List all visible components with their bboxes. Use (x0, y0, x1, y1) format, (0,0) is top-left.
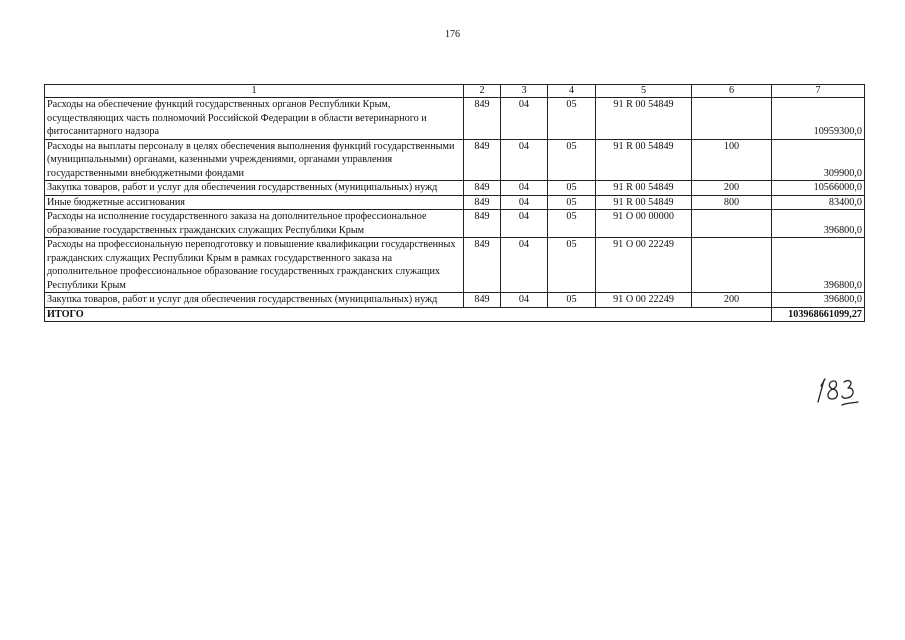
cell-section: 04 (501, 181, 548, 196)
cell-ministry-code: 849 (464, 238, 501, 293)
cell-amount: 396800,0 (772, 293, 865, 308)
cell-subsection: 05 (548, 195, 596, 210)
table-row (45, 238, 865, 293)
table-header-row (45, 85, 865, 98)
table-row (45, 181, 865, 196)
table-row (45, 98, 865, 140)
column-header: 7 (772, 85, 865, 98)
cell-section: 04 (501, 238, 548, 293)
cell-section: 04 (501, 139, 548, 181)
cell-amount: 396800,0 (772, 238, 865, 293)
column-header: 3 (501, 85, 548, 98)
cell-subsection: 05 (548, 210, 596, 238)
column-header: 4 (548, 85, 596, 98)
cell-subsection: 05 (548, 98, 596, 140)
total-label: ИТОГО (45, 307, 772, 322)
cell-expense-type (692, 98, 772, 140)
handwritten-page-mark (812, 372, 872, 412)
cell-amount: 396800,0 (772, 210, 865, 238)
cell-target-article: 91 О 00 22249 (596, 238, 692, 293)
cell-expense-type: 200 (692, 293, 772, 308)
row-description: Закупка товаров, работ и услуг для обеспечения государственных (муниципальных) нужд (45, 181, 464, 196)
cell-expense-type: 200 (692, 181, 772, 196)
cell-subsection: 05 (548, 139, 596, 181)
table-row (45, 195, 865, 210)
table-row (45, 210, 865, 238)
cell-target-article: 91 R 00 54849 (596, 139, 692, 181)
cell-ministry-code: 849 (464, 195, 501, 210)
column-header: 6 (692, 85, 772, 98)
cell-ministry-code: 849 (464, 139, 501, 181)
total-row (45, 307, 865, 322)
budget-table (44, 84, 865, 322)
cell-amount: 10959300,0 (772, 98, 865, 140)
cell-ministry-code: 849 (464, 181, 501, 196)
cell-target-article: 91 R 00 54849 (596, 195, 692, 210)
cell-target-article: 91 R 00 54849 (596, 181, 692, 196)
row-description: Закупка товаров, работ и услуг для обеспечения государственных (муниципальных) нужд (45, 293, 464, 308)
cell-ministry-code: 849 (464, 210, 501, 238)
total-amount: 103968661099,27 (772, 307, 865, 322)
cell-amount: 83400,0 (772, 195, 865, 210)
cell-ministry-code: 849 (464, 98, 501, 140)
cell-target-article: 91 О 00 00000 (596, 210, 692, 238)
row-description: Расходы на выплаты персоналу в целях обеспечения выполнения функций государственными (муниципальными) органами, казенными учреждениями, органами управления государственными внебюджетными фондами (45, 139, 464, 181)
page-number: 176 (445, 29, 460, 40)
cell-section: 04 (501, 98, 548, 140)
cell-subsection: 05 (548, 238, 596, 293)
column-header: 1 (45, 85, 464, 98)
cell-ministry-code: 849 (464, 293, 501, 308)
cell-section: 04 (501, 293, 548, 308)
row-description: Расходы на исполнение государственного заказа на дополнительное профессиональное образование государственных гражданских служащих Республики Крым (45, 210, 464, 238)
cell-amount: 10566000,0 (772, 181, 865, 196)
cell-subsection: 05 (548, 293, 596, 308)
cell-target-article: 91 R 00 54849 (596, 98, 692, 140)
table-row (45, 139, 865, 181)
cell-expense-type: 800 (692, 195, 772, 210)
cell-target-article: 91 О 00 22249 (596, 293, 692, 308)
row-description: Иные бюджетные ассигнования (45, 195, 464, 210)
cell-subsection: 05 (548, 181, 596, 196)
row-description: Расходы на профессиональную переподготовку и повышение квалификации государственных гражданских служащих Республики Крым в рамках государственного заказа на дополнительное профессиональное образование государственных гражданских служащих Республики Крым (45, 238, 464, 293)
cell-section: 04 (501, 210, 548, 238)
column-header: 2 (464, 85, 501, 98)
cell-expense-type (692, 210, 772, 238)
cell-amount: 309900,0 (772, 139, 865, 181)
cell-expense-type: 100 (692, 139, 772, 181)
row-description: Расходы на обеспечение функций государственных органов Республики Крым, осуществляющих часть полномочий Российской Федерации в области ветеринарного и фитосанитарного надзора (45, 98, 464, 140)
table-row (45, 293, 865, 308)
cell-section: 04 (501, 195, 548, 210)
cell-expense-type (692, 238, 772, 293)
column-header: 5 (596, 85, 692, 98)
